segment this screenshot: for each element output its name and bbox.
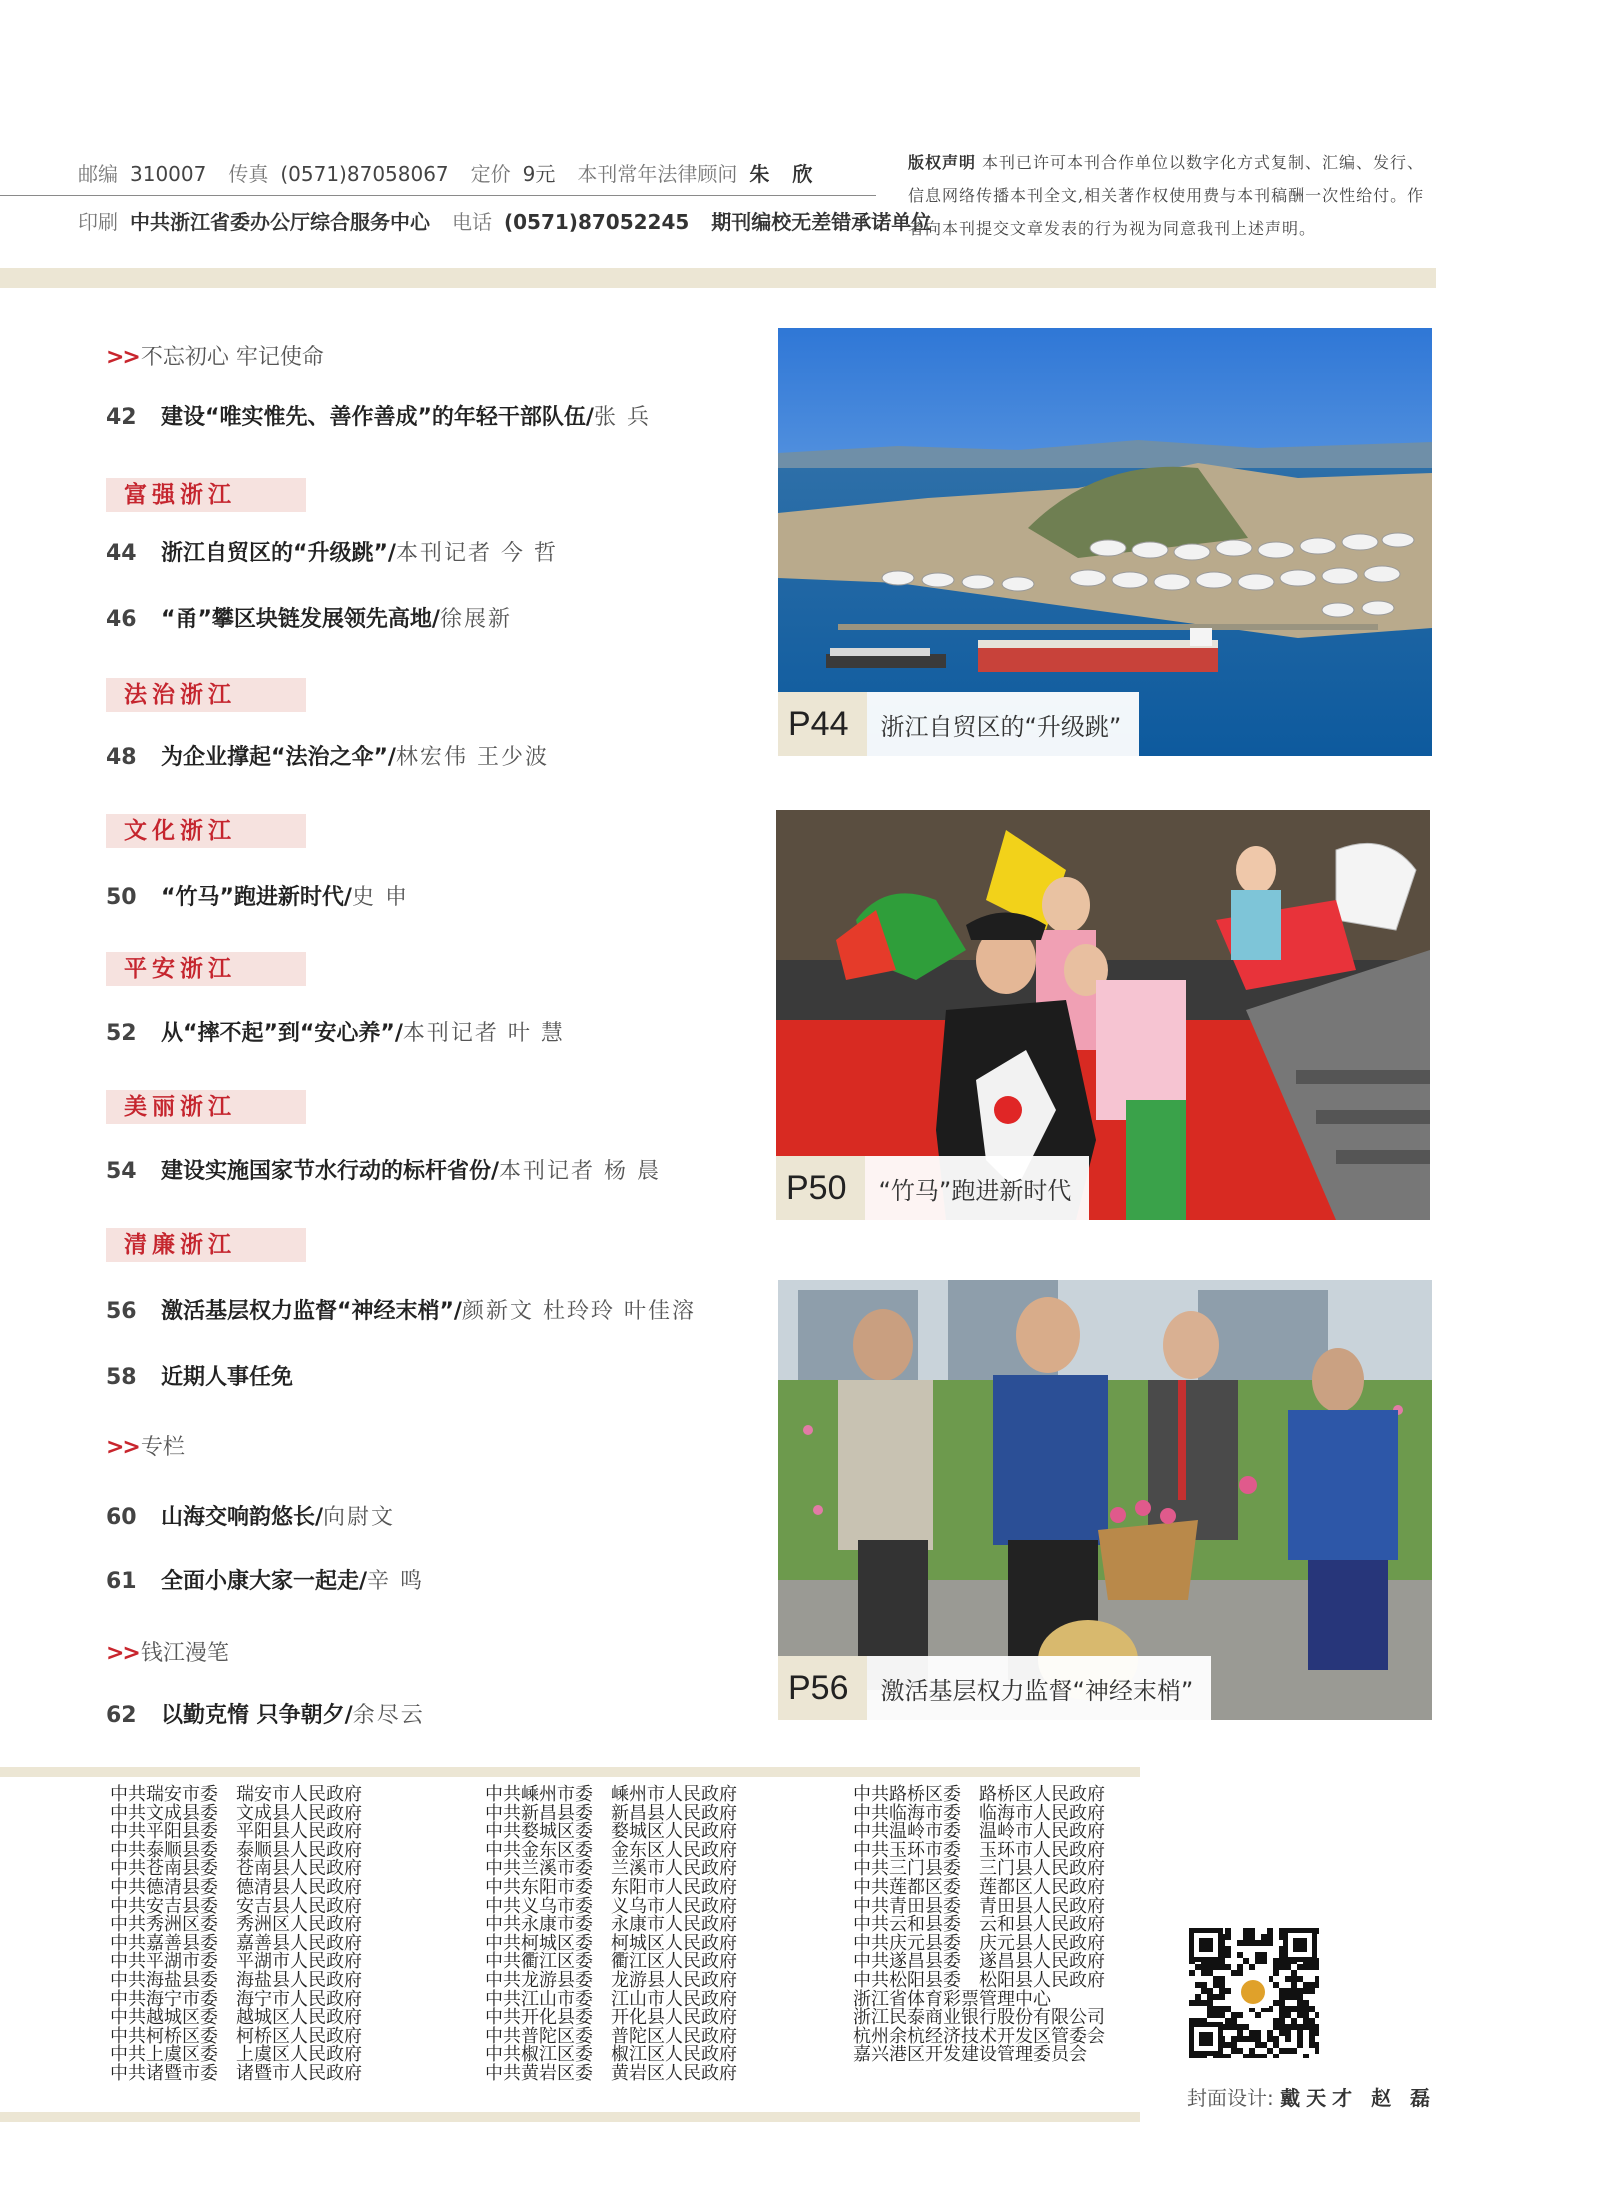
toc-category-label: 美丽浙江 <box>106 1090 306 1124</box>
sponsor-column-2 <box>485 1786 737 2084</box>
toc-category <box>106 1090 306 1124</box>
sponsor-line: 中共兰溪市委 兰溪市人民政府 <box>485 1858 737 1880</box>
toc-entry-page: 52 <box>106 1021 137 1046</box>
toc-category <box>106 814 306 848</box>
sponsor-line: 中共越城区委 越城区人民政府 <box>110 2007 362 2029</box>
toc-entry-title: 建设实施国家节水行动的标杆省份/ <box>161 1159 500 1184</box>
toc-entry-page: 62 <box>106 1703 137 1728</box>
toc-entry[interactable] <box>106 740 549 771</box>
village-talk-image <box>778 1280 1432 1720</box>
price-label: 定价 <box>470 162 511 186</box>
toc-category <box>106 478 306 512</box>
toc-entry[interactable] <box>106 1154 661 1185</box>
sponsor-line: 中共柯桥区委 柯桥区人民政府 <box>110 2025 362 2047</box>
toc-entry-title: 山海交响韵悠长/ <box>161 1505 324 1530</box>
sponsor-line: 杭州余杭经济技术开发区管委会 <box>853 2025 1105 2047</box>
photo-p56 <box>778 1280 1432 1720</box>
toc-section-label-text: >>专栏 <box>106 1435 185 1460</box>
sponsor-line: 中共泰顺县委 泰顺县人民政府 <box>110 1839 362 1861</box>
toc-entry-title: 近期人事任免 <box>161 1365 294 1390</box>
caption-p50-page: P50 <box>776 1156 865 1220</box>
qr-code[interactable] <box>1187 1926 1319 2058</box>
toc-entry[interactable] <box>106 1360 293 1391</box>
sponsor-line: 中共海宁市委 海宁市人民政府 <box>110 1988 362 2010</box>
caption-p44 <box>778 692 1139 756</box>
sponsor-line: 浙江省体育彩票管理中心 <box>853 1988 1051 2010</box>
toc-entry[interactable] <box>106 1294 696 1325</box>
copyright-title: 版权声明 <box>908 153 977 172</box>
sponsor-line: 中共苍南县委 苍南县人民政府 <box>110 1858 362 1880</box>
toc-category-label: 清廉浙江 <box>106 1228 306 1262</box>
printer-label: 印刷 <box>78 210 118 234</box>
toc-entry-page: 58 <box>106 1365 137 1390</box>
sponsor-line: 浙江民泰商业银行股份有限公司 <box>853 2007 1105 2029</box>
sponsor-line: 中共金东区委 金东区人民政府 <box>485 1839 737 1861</box>
double-chevron-icon: >> <box>106 1641 139 1666</box>
printer-value: 中共浙江省委办公厅综合服务中心 <box>130 210 430 234</box>
toc-entry-author: 本刊记者 叶 慧 <box>402 1021 565 1046</box>
header-line-2 <box>78 206 931 235</box>
sponsor-line: 中共路桥区委 路桥区人民政府 <box>853 1784 1105 1805</box>
sponsor-line: 中共嵊州市委 嵊州市人民政府 <box>485 1784 737 1805</box>
toc-section-label <box>106 1636 229 1667</box>
sponsor-line: 中共德清县委 德清县人民政府 <box>110 1876 362 1898</box>
photo-p50 <box>776 810 1430 1220</box>
sponsor-line: 嘉兴港区开发建设管理委员会 <box>853 2044 1087 2066</box>
toc-section-label-text: >>钱江漫笔 <box>106 1641 229 1666</box>
cover-design-credit <box>1187 2082 1436 2111</box>
toc-entry-title: “竹马”跑进新时代/ <box>161 885 352 910</box>
sponsor-line: 中共诸暨市委 诸暨市人民政府 <box>110 2062 362 2084</box>
toc-entry[interactable] <box>106 536 558 567</box>
sponsor-line: 中共安吉县委 安吉县人民政府 <box>110 1895 362 1917</box>
toc-entry-author: 余尽云 <box>352 1703 425 1728</box>
toc-entry-title: 为企业撑起“法治之伞”/ <box>161 745 396 770</box>
sponsors-top-band <box>0 1767 1140 1777</box>
toc-entry[interactable] <box>106 1500 395 1531</box>
sponsor-line: 中共莲都区委 莲都区人民政府 <box>853 1876 1105 1898</box>
sponsor-line: 中共江山市委 江山市人民政府 <box>485 1988 737 2010</box>
sponsor-line: 中共临海市委 临海市人民政府 <box>853 1802 1105 1824</box>
qr-logo-icon <box>1241 1980 1265 2004</box>
phone-label: 电话 <box>452 210 492 234</box>
sponsor-line: 中共三门县委 三门县人民政府 <box>853 1858 1105 1880</box>
toc-entry-page: 54 <box>106 1159 137 1184</box>
toc-entry-author: 本刊记者 今 哲 <box>395 541 558 566</box>
sponsor-line: 中共新昌县委 新昌县人民政府 <box>485 1802 737 1824</box>
toc-category-label: 平安浙江 <box>106 952 306 986</box>
photo-p44 <box>778 328 1432 756</box>
sponsor-column-3 <box>853 1786 1105 2065</box>
commit-text: 期刊编校无差错承诺单位 <box>711 210 932 234</box>
caption-p44-page: P44 <box>778 692 867 756</box>
toc-entry[interactable] <box>106 1016 565 1047</box>
toc-entry-author: 林宏伟 王少波 <box>395 745 549 770</box>
toc-entry-author: 张 兵 <box>593 405 651 430</box>
double-chevron-icon: >> <box>106 1435 139 1460</box>
counsel-label: 本刊常年法律顾问 <box>577 162 738 186</box>
toc-entry-page: 46 <box>106 607 137 632</box>
toc-entry-title: “甬”攀区块链发展领先高地/ <box>161 607 440 632</box>
toc-entry[interactable] <box>106 880 409 911</box>
caption-p56 <box>778 1656 1211 1720</box>
sponsor-line: 中共婺城区委 婺城区人民政府 <box>485 1821 737 1843</box>
fax-value: (0571)87058067 <box>280 162 449 186</box>
toc-entry-author: 向尉文 <box>323 1505 396 1530</box>
toc-entry-author: 史 申 <box>351 885 409 910</box>
sponsor-line: 中共椒江区委 椒江区人民政府 <box>485 2044 737 2066</box>
header-rule <box>0 195 876 196</box>
caption-p50 <box>776 1156 1089 1220</box>
postcode-label: 邮编 <box>78 162 118 186</box>
sponsor-line: 中共云和县委 云和县人民政府 <box>853 1914 1105 1936</box>
top-band <box>0 268 1436 288</box>
sponsor-line: 中共龙游县委 龙游县人民政府 <box>485 1969 737 1991</box>
cover-design-label: 封面设计: <box>1187 2086 1274 2110</box>
caption-p56-text: 激活基层权力监督“神经末梢” <box>880 1676 1194 1705</box>
copyright-notice <box>908 146 1438 245</box>
sponsor-line: 中共庆元县委 庆元县人民政府 <box>853 1932 1105 1954</box>
sponsor-line: 中共秀洲区委 秀洲区人民政府 <box>110 1914 362 1936</box>
bottom-band <box>0 2112 1140 2122</box>
sponsor-line: 中共平阳县委 平阳县人民政府 <box>110 1821 362 1843</box>
sponsor-line: 中共平湖市委 平湖市人民政府 <box>110 1951 362 1973</box>
sponsor-line: 中共温岭市委 温岭市人民政府 <box>853 1821 1105 1843</box>
toc-entry-page: 56 <box>106 1299 137 1324</box>
toc-category-label: 富强浙江 <box>106 478 306 512</box>
toc-entry[interactable] <box>106 602 512 633</box>
toc-entry-page: 44 <box>106 541 137 566</box>
sponsor-line: 中共瑞安市委 瑞安市人民政府 <box>110 1784 362 1805</box>
copyright-text: 本刊已许可本刊合作单位以数字化方式复制、汇编、发行、信息网络传播本刊全文,相关著作权使用费与本刊稿酬一次性给付。作者向本刊提交文章发表的行为视为同意我刊上述声明。 <box>908 153 1425 238</box>
sponsor-line: 中共文成县委 文成县人民政府 <box>110 1802 362 1824</box>
sponsor-line: 中共黄岩区委 黄岩区人民政府 <box>485 2062 737 2084</box>
caption-p56-page: P56 <box>778 1656 867 1720</box>
header-line-1 <box>78 158 842 187</box>
toc-entry-author: 徐展新 <box>439 607 512 632</box>
fax-label: 传真 <box>228 162 269 186</box>
counsel-name: 朱 欣 <box>749 162 821 186</box>
sponsor-line: 中共衢江区委 衢江区人民政府 <box>485 1951 737 1973</box>
sponsor-line: 中共玉环市委 玉环市人民政府 <box>853 1839 1105 1861</box>
sponsor-line: 中共开化县委 开化县人民政府 <box>485 2007 737 2029</box>
sponsor-line: 中共海盐县委 海盐县人民政府 <box>110 1969 362 1991</box>
sponsor-line: 中共嘉善县委 嘉善县人民政府 <box>110 1932 362 1954</box>
toc-entry-title: 浙江自贸区的“升级跳”/ <box>161 541 396 566</box>
toc-entry-page: 61 <box>106 1569 137 1594</box>
sponsor-line: 中共青田县委 青田县人民政府 <box>853 1895 1105 1917</box>
toc-entry-title: 建设“唯实惟先、善作善成”的年轻干部队伍/ <box>161 405 594 430</box>
sponsor-line: 中共永康市委 永康市人民政府 <box>485 1914 737 1936</box>
toc-section-label <box>106 1430 185 1461</box>
sponsor-line: 中共柯城区委 柯城区人民政府 <box>485 1932 737 1954</box>
toc-section-label-text: >>不忘初心 牢记使命 <box>106 345 324 370</box>
sponsor-line: 中共松阳县委 松阳县人民政府 <box>853 1969 1105 1991</box>
toc-entry[interactable] <box>106 400 651 431</box>
sponsor-column-1 <box>110 1786 362 2084</box>
sponsor-line: 中共遂昌县委 遂昌县人民政府 <box>853 1951 1105 1973</box>
toc-category-label: 文化浙江 <box>106 814 306 848</box>
toc-entry-author: 颜新文 杜玲玲 叶佳溶 <box>461 1299 696 1324</box>
sponsor-line: 中共东阳市委 东阳市人民政府 <box>485 1876 737 1898</box>
toc-category <box>106 1228 306 1262</box>
toc-entry-title: 从“摔不起”到“安心养”/ <box>161 1021 403 1046</box>
price-value: 9元 <box>522 162 556 186</box>
phone-value: (0571)87052245 <box>504 210 690 234</box>
toc-category-label: 法治浙江 <box>106 678 306 712</box>
caption-p50-text: “竹马”跑进新时代 <box>878 1176 1072 1205</box>
sponsor-line: 中共普陀区委 普陀区人民政府 <box>485 2025 737 2047</box>
toc-entry-page: 48 <box>106 745 137 770</box>
caption-p44-text: 浙江自贸区的“升级跳” <box>880 712 1122 741</box>
toc-entry-title: 激活基层权力监督“神经末梢”/ <box>161 1299 462 1324</box>
sponsor-line: 中共义乌市委 义乌市人民政府 <box>485 1895 737 1917</box>
toc-category <box>106 952 306 986</box>
toc-entry-author: 辛 鸣 <box>367 1569 425 1594</box>
toc-entry-page: 50 <box>106 885 137 910</box>
double-chevron-icon: >> <box>106 345 139 370</box>
toc-entry-title: 以勤克惰 只争朝夕/ <box>161 1703 353 1728</box>
toc-entry-page: 60 <box>106 1505 137 1530</box>
toc-entry-title: 全面小康大家一起走/ <box>161 1569 368 1594</box>
sponsor-line: 中共上虞区委 上虞区人民政府 <box>110 2044 362 2066</box>
toc-category <box>106 678 306 712</box>
toc-entry[interactable] <box>106 1698 425 1729</box>
toc-entry-page: 42 <box>106 405 137 430</box>
postcode-value: 310007 <box>130 162 207 186</box>
cover-design-names: 戴天才 赵 磊 <box>1280 2086 1437 2110</box>
toc-entry-author: 本刊记者 杨 晨 <box>499 1159 662 1184</box>
toc-section-label <box>106 340 324 371</box>
toc-entry[interactable] <box>106 1564 424 1595</box>
